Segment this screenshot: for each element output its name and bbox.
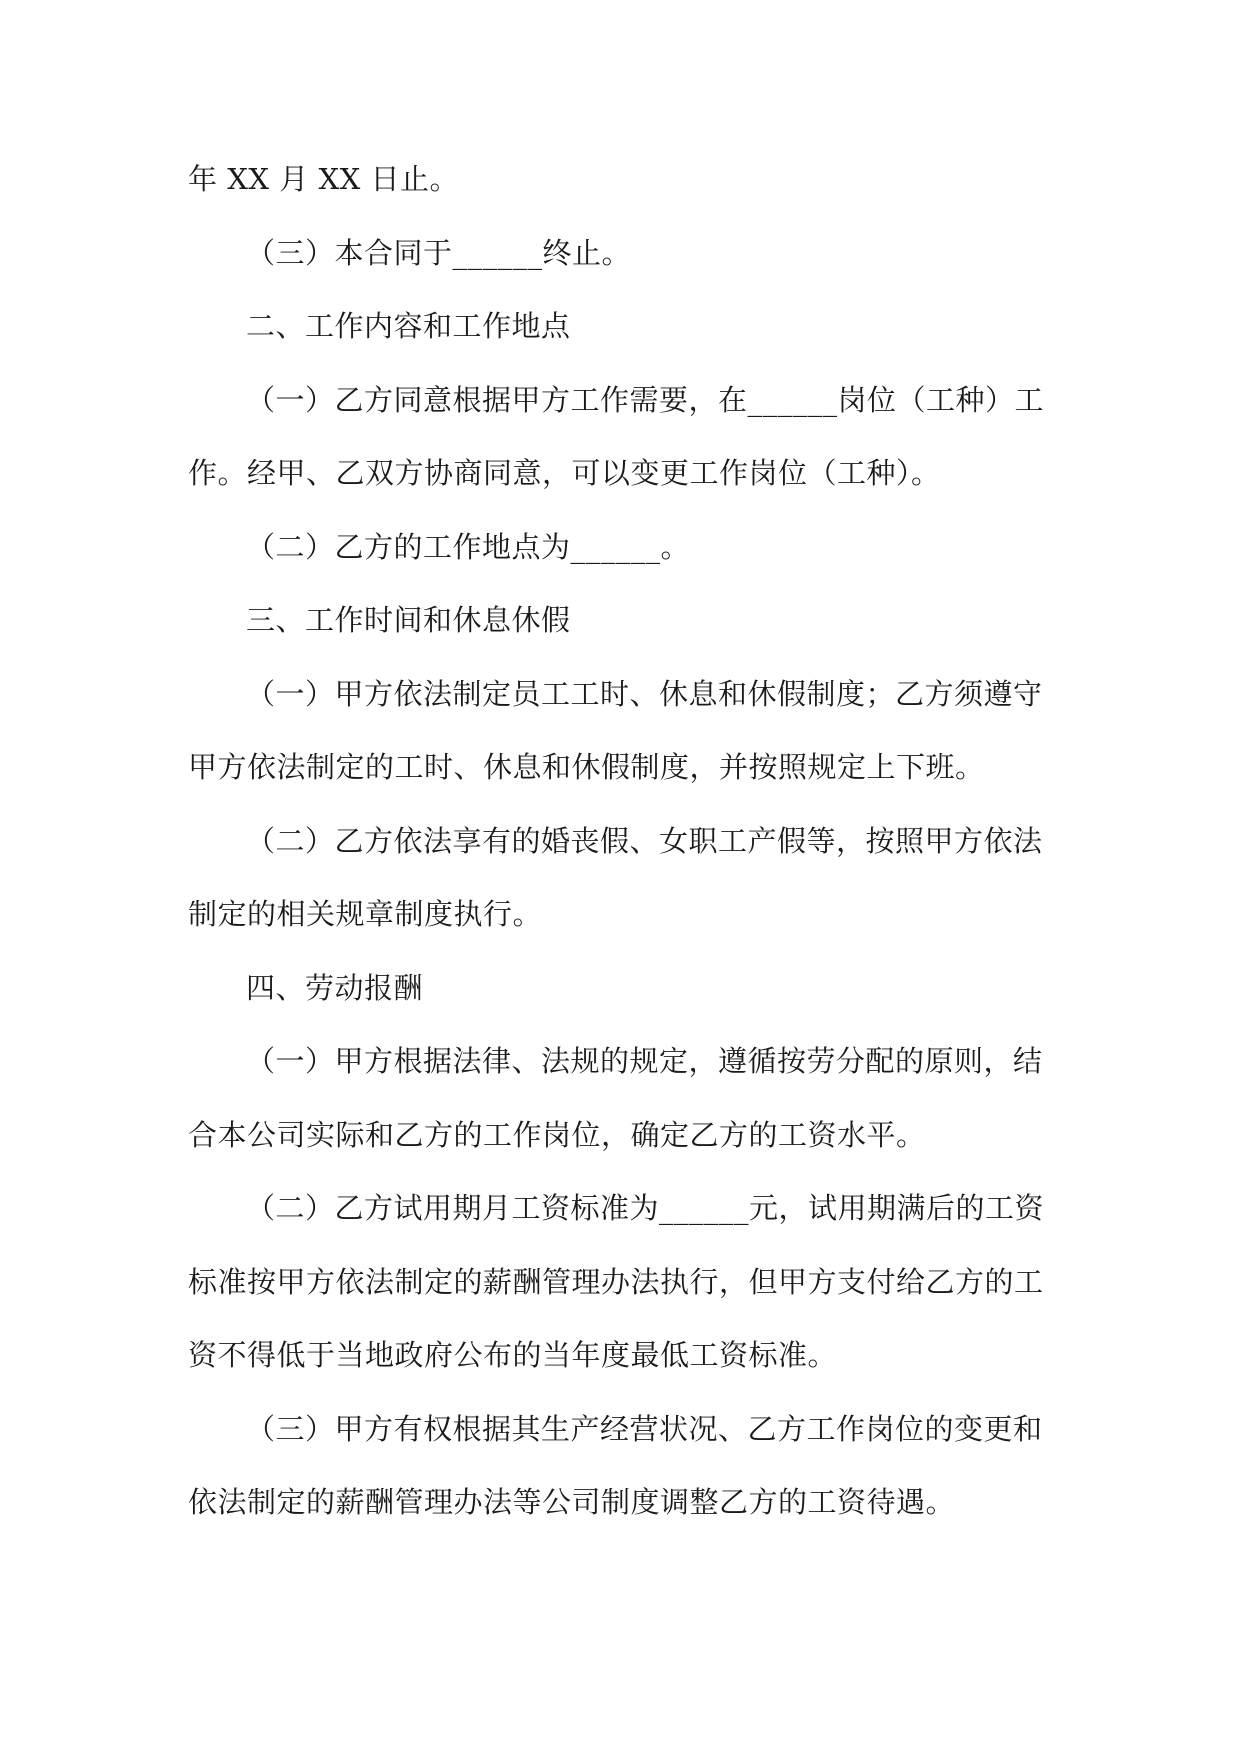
clause-2-1: （一）乙方同意根据甲方工作需要，在______岗位（工种）工作。经甲、乙双方协商同意，可以变更工作岗位（工种）。 [188,382,1045,490]
clause-4-2: （二）乙方试用期月工资标准为______元，试用期满后的工资标准按甲方依法制定的薪酬管理办法执行，但甲方支付给乙方的工资不得低于当地政府公布的当年度最低工资标准。 [188,1191,1045,1372]
clause-4-1: （一）甲方根据法律、法规的规定，遵循按劳分配的原则，结合本公司实际和乙方的工作岗位，确定乙方的工资水平。 [188,1044,1043,1152]
section-heading-2: 二、工作内容和工作地点 [246,309,571,343]
clause-2-2: （二）乙方的工作地点为______。 [246,529,691,564]
clause-3-1: （一）甲方依法制定员工工时、休息和休假制度；乙方须遵守甲方依法制定的工时、休息和休假制度，并按照规定上下班。 [188,676,1043,784]
clause-1-3: （三）本合同于______终止。 [246,235,632,270]
clause-4-3: （三）甲方有权根据其生产经营状况、乙方工作岗位的变更和依法制定的薪酬管理办法等公司制度调整乙方的工资待遇。 [188,1411,1043,1519]
clause-3-2: （二）乙方依法享有的婚丧假、女职工产假等，按照甲方依法制定的相关规章制度执行。 [188,823,1043,931]
section-heading-3: 三、工作时间和休息休假 [246,603,571,637]
paragraph-continuation: 年 XX 月 XX 日止。 [188,162,459,196]
document-body [188,143,1058,1540]
section-heading-4: 四、劳动报酬 [246,970,424,1005]
